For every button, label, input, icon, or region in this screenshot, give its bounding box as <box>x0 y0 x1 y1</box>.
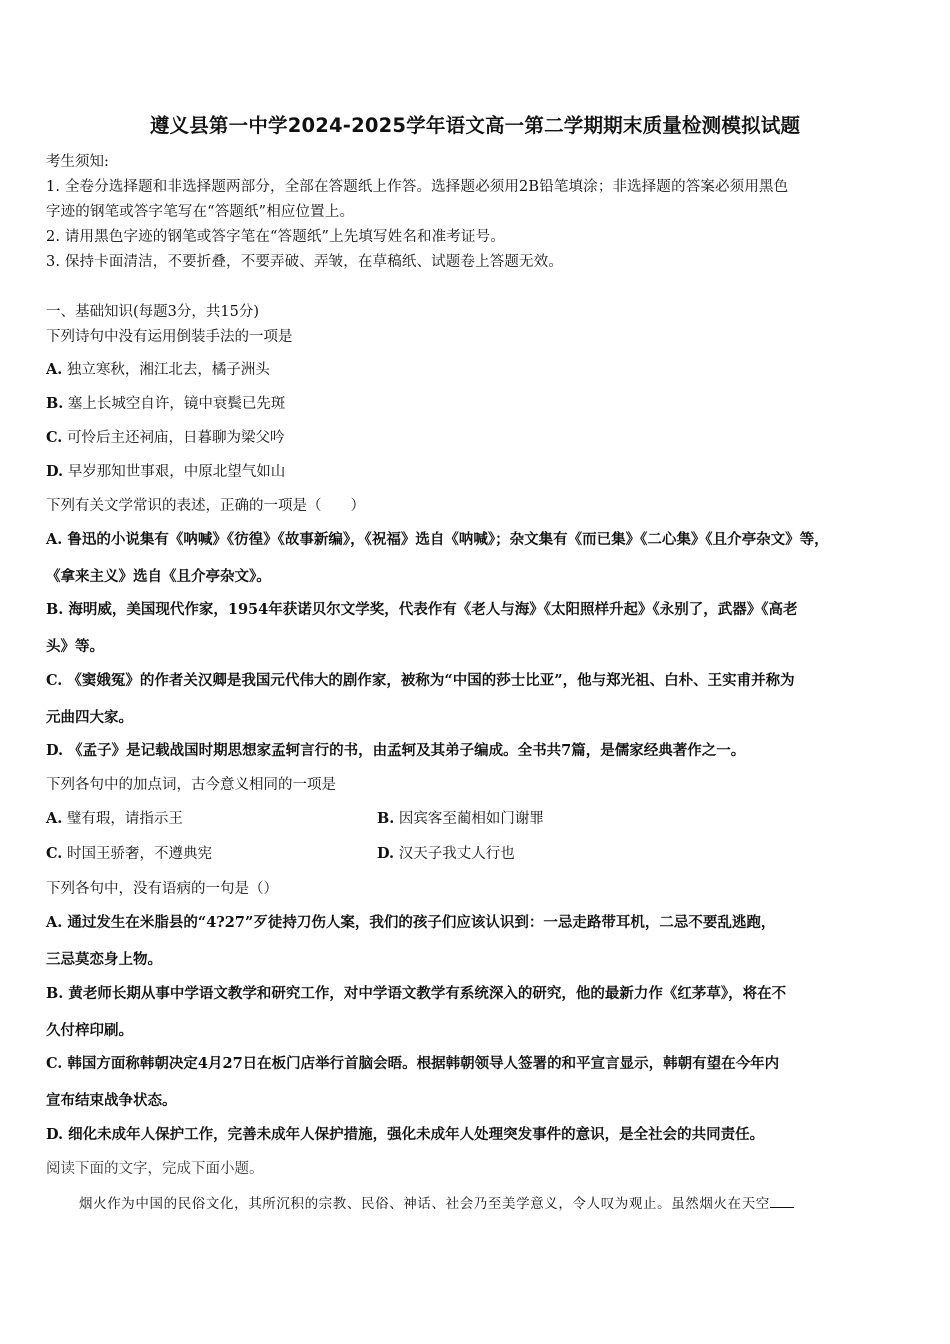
exam-title: 遵义县第一中学2024-2025学年语文高一第二学期期末质量检测模拟试题 <box>149 114 801 137</box>
option-text: 韩国方面称韩朝决定4月27日在板门店举行首脑会晤。根据韩朝领导人签署的和平宣言显示，韩朝有望在今年内 <box>67 1055 780 1072</box>
notice-line-4: 3. 保持卡面清洁，不要折叠，不要弄破、弄皱，在草稿纸、试题卷上答题无效。 <box>46 254 563 270</box>
option-letter: A. <box>46 914 63 931</box>
q4-option-d <box>46 1125 764 1145</box>
q2-option-a-line-1 <box>46 530 829 550</box>
reading-instruction: 阅读下面的文字，完成下面小题。 <box>46 1161 264 1177</box>
option-text: 黄老师长期从事中学语文教学和研究工作，对中学语文教学有系统深入的研究，他的最新力作《红茅草》，将在不 <box>68 985 787 1002</box>
option-text: 早岁那知世事艰，中原北望气如山 <box>67 464 286 480</box>
q1-option-b <box>46 394 285 414</box>
q3-stem: 下列各句中的加点词，古今意义相同的一项是 <box>46 777 336 793</box>
option-text: 汉天子我丈人行也 <box>398 846 515 862</box>
option-letter: B. <box>46 601 64 618</box>
option-text: 通过发生在米脂县的“4?27”歹徒持刀伤人案，我们的孩子们应该认识到：一忌走路带耳机，二忌不要乱逃跑， <box>67 914 776 931</box>
option-letter: B. <box>46 985 64 1002</box>
q2-option-d <box>46 741 745 761</box>
q1-stem: 下列诗句中没有运用倒装手法的一项是 <box>46 329 293 345</box>
q1-option-d <box>46 462 285 482</box>
passage-text: 烟火作为中国的民俗文化，其所沉积的宗教、民俗、神话、社会乃至美学意义，令人叹为观止。虽然烟火在天空 <box>79 1196 770 1212</box>
option-letter: A. <box>46 361 63 378</box>
option-text: 海明威，美国现代作家，1954年获诺贝尔文学奖，代表作有《老人与海》《太阳照样升起》《永别了，武器》《高老 <box>68 601 798 618</box>
option-letter: C. <box>46 845 63 862</box>
q2-option-b-line-2: 头》等。 <box>46 638 104 655</box>
notice-line-3: 2. 请用黑色字迹的钢笔或答字笔在“答题纸”上先填写姓名和准考证号。 <box>46 229 505 245</box>
q2-option-c-line-1 <box>46 671 795 691</box>
option-letter: A. <box>46 531 63 548</box>
option-letter: D. <box>377 845 395 862</box>
q2-option-c-line-2: 元曲四大家。 <box>46 709 133 726</box>
option-text: 独立寒秋，湘江北去，橘子洲头 <box>66 362 270 378</box>
q4-option-a-line-2: 三忌莫恋身上物。 <box>46 951 162 968</box>
option-text: 塞上长城空自许，镜中衰鬓已先斑 <box>67 396 286 412</box>
q4-option-c-line-1 <box>46 1054 779 1074</box>
option-letter: C. <box>46 429 63 446</box>
q4-stem: 下列各句中，没有语病的一句是（） <box>46 881 278 897</box>
option-letter: C. <box>46 672 63 689</box>
answer-blank <box>770 1193 794 1208</box>
option-text: 璧有瑕，请指示王 <box>66 811 183 827</box>
option-letter: D. <box>46 1126 64 1143</box>
option-text: 《孟子》是记载战国时期思想家孟轲言行的书，由孟轲及其弟子编成。全书共7篇，是儒家经典著作之一。 <box>68 742 746 759</box>
option-letter: B. <box>377 810 395 827</box>
option-text: 可怜后主还祠庙，日暮聊为梁父吟 <box>66 430 285 446</box>
q1-option-c <box>46 428 284 448</box>
section-heading: 一、基础知识(每题3分，共15分) <box>46 304 259 320</box>
reading-passage-line <box>79 1193 794 1214</box>
notice-heading: 考生须知: <box>46 154 109 170</box>
option-letter: C. <box>46 1055 63 1072</box>
option-letter: D. <box>46 742 64 759</box>
q2-option-a-line-2: 《拿来主义》选自《且介亭杂文》。 <box>46 568 271 585</box>
option-text: 细化未成年人保护工作，完善未成年人保护措施，强化未成年人处理突发事件的意识，是全社会的共同责任。 <box>68 1126 765 1143</box>
q1-option-a <box>46 360 270 380</box>
q3-option-a <box>46 809 183 829</box>
option-text: 鲁迅的小说集有《呐喊》《彷徨》《故事新编》，《祝福》选自《呐喊》；杂文集有《而已集》《二心集》《且介亭杂文》等， <box>67 531 829 548</box>
q3-option-d <box>377 844 515 864</box>
option-text: 《窦娥冤》的作者关汉卿是我国元代伟大的剧作家，被称为“中国的莎士比亚”，他与郑光祖、白朴、王实甫并称为 <box>67 672 795 689</box>
q2-stem: 下列有关文学常识的表述，正确的一项是（ ） <box>46 498 365 514</box>
option-text: 时国王骄奢，不遵典宪 <box>66 846 212 862</box>
q4-option-a-line-1 <box>46 913 775 933</box>
notice-line-2: 字迹的钢笔或答字笔写在“答题纸”相应位置上。 <box>46 204 355 220</box>
option-letter: B. <box>46 395 64 412</box>
q3-option-c <box>46 844 212 864</box>
option-text: 因宾客至蔺相如门谢罪 <box>398 811 544 827</box>
q4-option-b-line-2: 久付梓印刷。 <box>46 1022 133 1039</box>
q2-option-b-line-1 <box>46 600 797 620</box>
q4-option-b-line-1 <box>46 984 786 1004</box>
q4-option-c-line-2: 宣布结束战争状态。 <box>46 1092 177 1109</box>
option-letter: A. <box>46 810 63 827</box>
option-letter: D. <box>46 463 64 480</box>
q3-option-b <box>377 809 544 829</box>
notice-line-1: 1. 全卷分选择题和非选择题两部分，全部在答题纸上作答。选择题必须用2B铅笔填涂；非选择题的答案必须用黑色 <box>46 179 789 195</box>
